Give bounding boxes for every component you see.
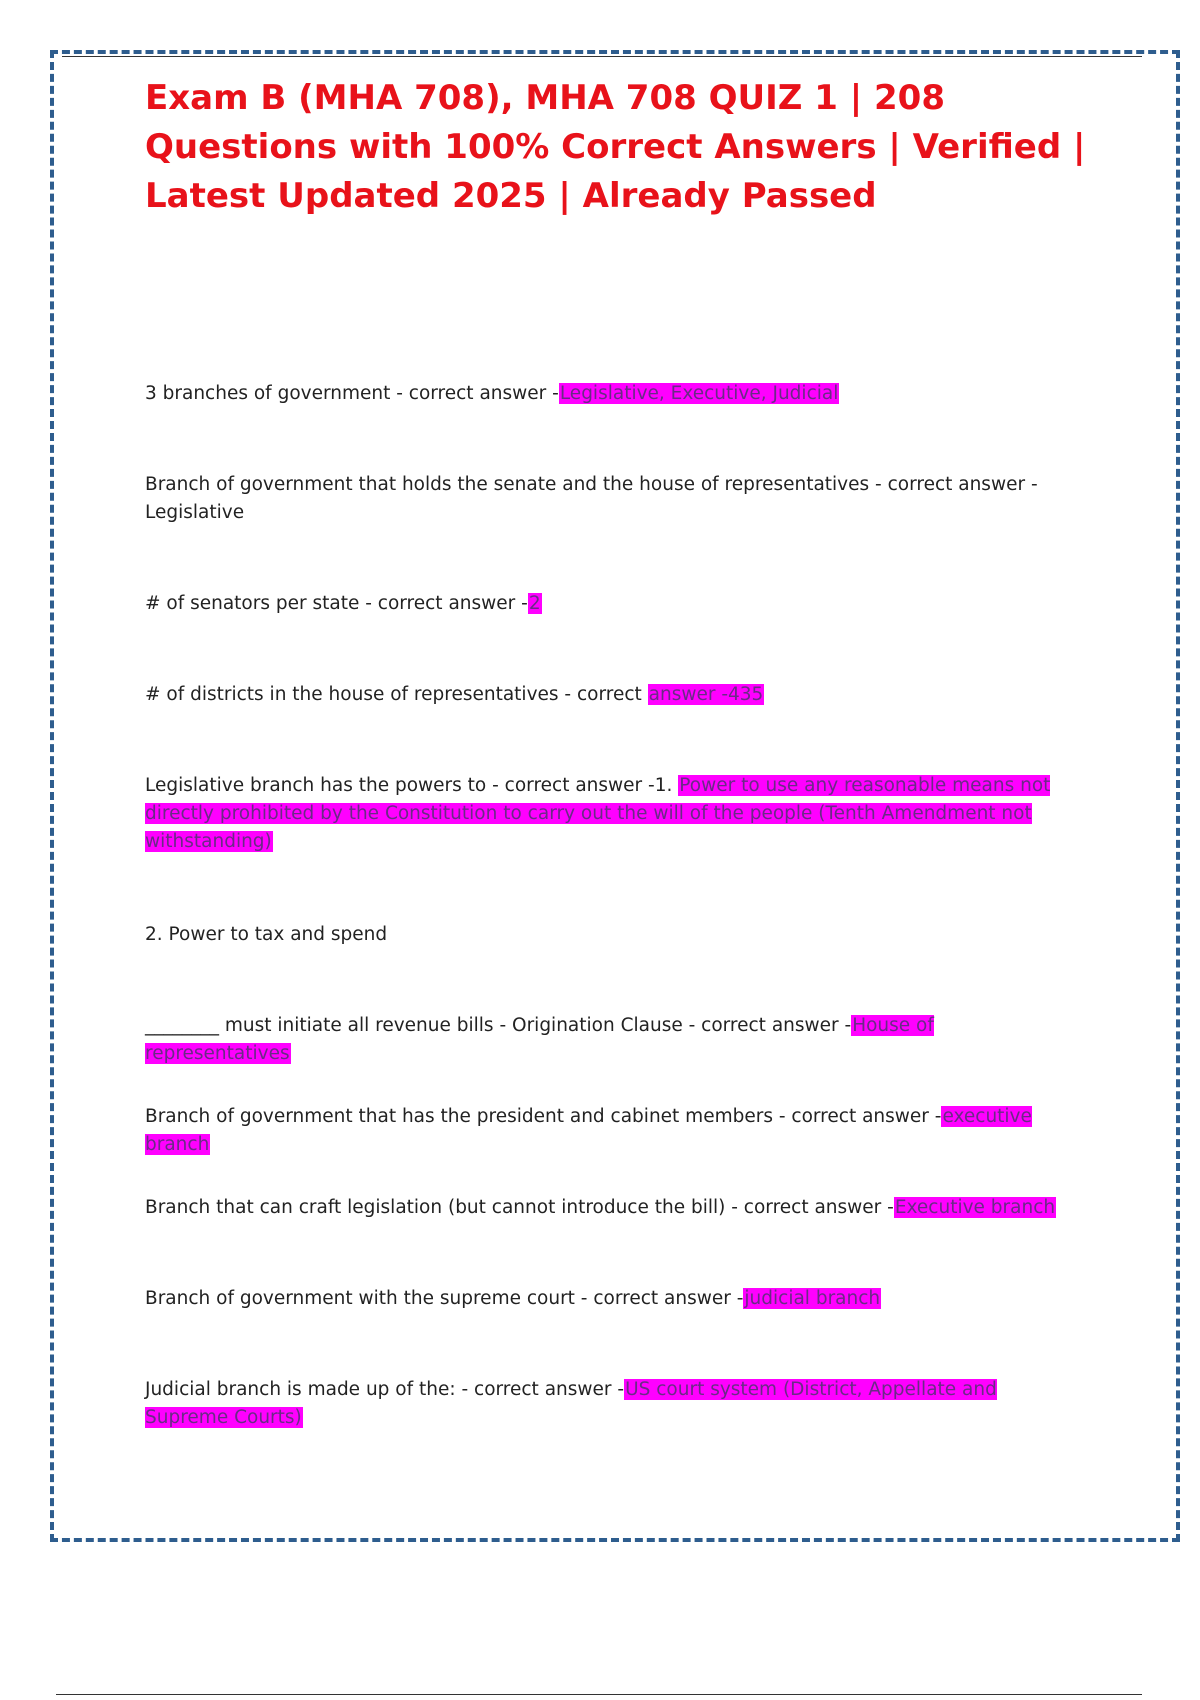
qa-item (145, 681, 764, 709)
qa-item (145, 921, 387, 949)
question-text: 3 branches of government - correct answer - (145, 383, 559, 404)
qa-item (145, 1376, 1085, 1432)
qa-item (145, 590, 542, 618)
answer-highlight: answer -435 (648, 684, 764, 705)
answer-highlight: executive branch (145, 1106, 1032, 1155)
header-rule (62, 56, 1142, 57)
qa-item (145, 380, 839, 408)
question-text: ________ must initiate all revenue bills - Origination Clause - correct answer - (145, 1015, 852, 1036)
question-text: Legislative branch has the powers to - correct answer -1. (145, 775, 679, 796)
question-text: Branch that can craft legislation (but cannot introduce the bill) - correct answer - (145, 1197, 894, 1218)
answer-highlight: US court system (District, Appellate and Supreme Courts) (145, 1379, 997, 1428)
question-text: # of districts in the house of representatives - correct (145, 684, 648, 705)
document-title: Exam B (MHA 708), MHA 708 QUIZ 1 | 208 Questions with 100% Correct Answers | Verified | Latest Updated 2025 | Already Passed (145, 78, 1086, 216)
answer-highlight: Legislative, Executive, Judicial (559, 383, 839, 404)
qa-item (145, 1194, 1056, 1222)
question-text: # of senators per state - correct answer - (145, 593, 528, 614)
answer-highlight: 2 (528, 593, 541, 614)
qa-item (145, 471, 1085, 527)
qa-item (145, 1285, 881, 1313)
question-text: 2. Power to tax and spend (145, 924, 388, 945)
question-text: Branch of government with the supreme court - correct answer - (145, 1288, 744, 1309)
question-text: Branch of government that holds the senate and the house of representatives - correct answer - Legislative (145, 474, 1038, 523)
qa-item (145, 1012, 1085, 1068)
qa-item (145, 772, 1085, 856)
question-text: Branch of government that has the president and cabinet members - correct answer - (145, 1106, 942, 1127)
answer-highlight: House of representatives (145, 1015, 934, 1064)
footer-rule (56, 1694, 1142, 1695)
answer-highlight: Executive branch (894, 1197, 1056, 1218)
answer-highlight: judicial branch (744, 1288, 881, 1309)
qa-item (145, 1103, 1085, 1159)
question-text: Judicial branch is made up of the: - correct answer - (145, 1379, 625, 1400)
answer-highlight: Power to use any reasonable means not directly prohibited by the Constitution to carry out the will of the people (Tenth Amendment not withstanding) (145, 775, 1051, 852)
